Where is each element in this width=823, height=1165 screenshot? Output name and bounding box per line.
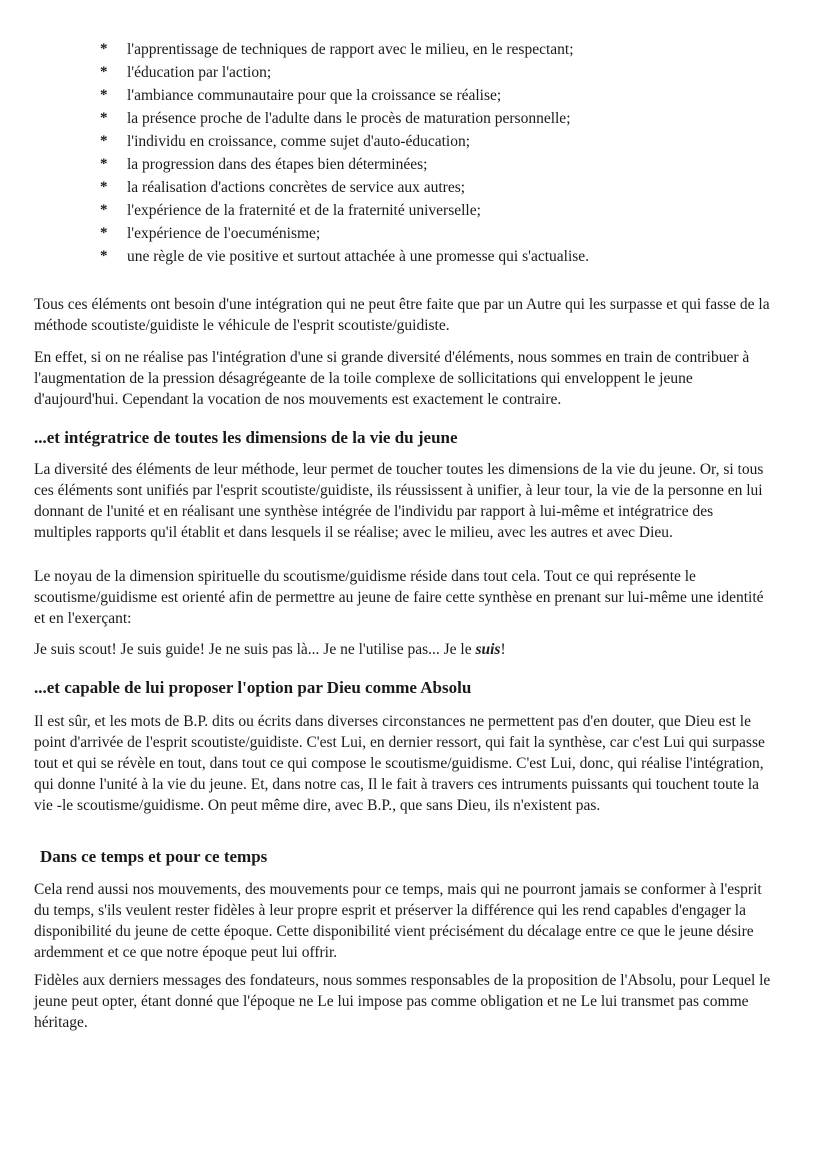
bullet-asterisk: * — [100, 248, 108, 264]
paragraph-spiritual-core: Le noyau de la dimension spirituelle du scoutisme/guidisme réside dans tout cela. Tout ce qui représente le scoutisme/guidisme est orienté afin de permettre au jeune de faire cette synthèse en prenant sur lui-même une identité et en l'exerçant: — [34, 568, 764, 627]
bullet-list — [100, 38, 740, 268]
list-item — [100, 222, 740, 245]
section-heading-time: Dans ce temps et pour ce temps — [40, 847, 268, 866]
list-item-text: l'expérience de la fraternité et de la fraternité universelle; — [127, 202, 481, 219]
list-item — [100, 176, 740, 199]
bullet-asterisk: * — [100, 202, 108, 218]
list-item — [100, 84, 740, 107]
bullet-asterisk: * — [100, 110, 108, 126]
identity-statement-emphasis: suis — [475, 641, 501, 658]
list-item-text: l'éducation par l'action; — [127, 64, 272, 81]
identity-statement-text: Je suis scout! Je suis guide! Je ne suis pas là... Je ne l'utilise pas... Je le — [34, 641, 476, 658]
list-item — [100, 107, 740, 130]
bullet-asterisk: * — [100, 41, 108, 57]
list-item — [100, 38, 740, 61]
paragraph-movements-time: Cela rend aussi nos mouvements, des mouvements pour ce temps, mais qui ne pourront jamais se conformer à l'esprit du temps, s'ils veulent rester fidèles à leur propre esprit et préserver la différence qui les rend capables d'engager la disponibilité du jeune de cette époque. Cette disponibilité vient précisément du décalage entre ce que le jeune désire ardemment et ce que notre époque peut lui offrir. — [34, 881, 762, 961]
list-item-text: l'expérience de l'oecuménisme; — [127, 225, 321, 242]
list-item-text: l'apprentissage de techniques de rapport avec le milieu, en le respectant; — [127, 41, 574, 58]
list-item-text: la progression dans des étapes bien déterminées; — [127, 156, 428, 173]
section-heading-dimensions: ...et intégratrice de toutes les dimensions de la vie du jeune — [34, 428, 458, 447]
bullet-asterisk: * — [100, 64, 108, 80]
list-item-text: l'individu en croissance, comme sujet d'auto-éducation; — [127, 133, 471, 150]
list-item — [100, 61, 740, 84]
bullet-asterisk: * — [100, 225, 108, 241]
paragraph-founders-messages: Fidèles aux derniers messages des fondateurs, nous sommes responsables de la proposition de l'Absolu, pour Lequel le jeune peut opter, étant donné que l'époque ne Le lui impose pas comme obligation et ne Le lui transmet pas comme héritage. — [34, 972, 771, 1031]
list-item-text: la réalisation d'actions concrètes de service aux autres; — [127, 179, 466, 196]
list-item — [100, 153, 740, 176]
list-item — [100, 245, 740, 268]
bullet-asterisk: * — [100, 156, 108, 172]
paragraph-method-dimensions: La diversité des éléments de leur méthode, leur permet de toucher toutes les dimensions de la vie du jeune. Or, si tous ces éléments sont unifiés par l'esprit scoutiste/guidiste, ils réussissent à unifier, à leur tour, la vie de la personne en lui donnant de l'unité et en réalisant une synthèse intégrée de l'individu par rapport à lui-même et intégratrice des multiples rapports qu'il établit et dans lesquels il se réalise; avec le milieu, avec les autres et avec Dieu. — [34, 461, 764, 541]
list-item — [100, 199, 740, 222]
list-item — [100, 130, 740, 153]
bullet-asterisk: * — [100, 87, 108, 103]
list-item-text: l'ambiance communautaire pour que la croissance se réalise; — [127, 87, 502, 104]
section-heading-absolute: ...et capable de lui proposer l'option par Dieu comme Absolu — [34, 678, 472, 697]
bullet-asterisk: * — [100, 133, 108, 149]
bullet-asterisk: * — [100, 179, 108, 195]
paragraph-integration: Tous ces éléments ont besoin d'une intégration qui ne peut être faite que par un Autre qui les surpasse et qui fasse de la méthode scoutiste/guidiste le véhicule de l'esprit scoutiste/guidiste. — [34, 296, 770, 334]
list-item-text: la présence proche de l'adulte dans le procès de maturation personnelle; — [127, 110, 571, 127]
paragraph-god-endpoint: Il est sûr, et les mots de B.P. dits ou écrits dans diverses circonstances ne permettent pas d'en douter, que Dieu est le point d'arrivée de l'esprit scoutiste/guidiste. C'est Lui, en dernier ressort, qui fait la synthèse, car c'est Lui qui surpasse tout et qui se révèle en tout, dans tout ce qui compose le scoutisme/guidisme. C'est Lui, donc, qui réalise l'intégration, qui donne l'unité à la vie du jeune. Et, dans notre cas, Il le fait à travers ces intruments puissants qui touchent toute la vie -le scoutisme/guidisme. On peut même dire, avec B.P., que sans Dieu, ils n'existent pas. — [34, 713, 765, 814]
paragraph-identity-statement — [34, 639, 774, 660]
identity-statement-end: ! — [500, 641, 506, 658]
list-item-text: une règle de vie positive et surtout attachée à une promesse qui s'actualise. — [127, 248, 590, 265]
paragraph-diversity: En effet, si on ne réalise pas l'intégration d'une si grande diversité d'éléments, nous sommes en train de contribuer à l'augmentation de la pression désagrégeante de la toile complexe de sollicitations qui enveloppent le jeune d'aujourd'hui. Cependant la vocation de nos mouvements est exactement le contraire. — [34, 349, 750, 408]
